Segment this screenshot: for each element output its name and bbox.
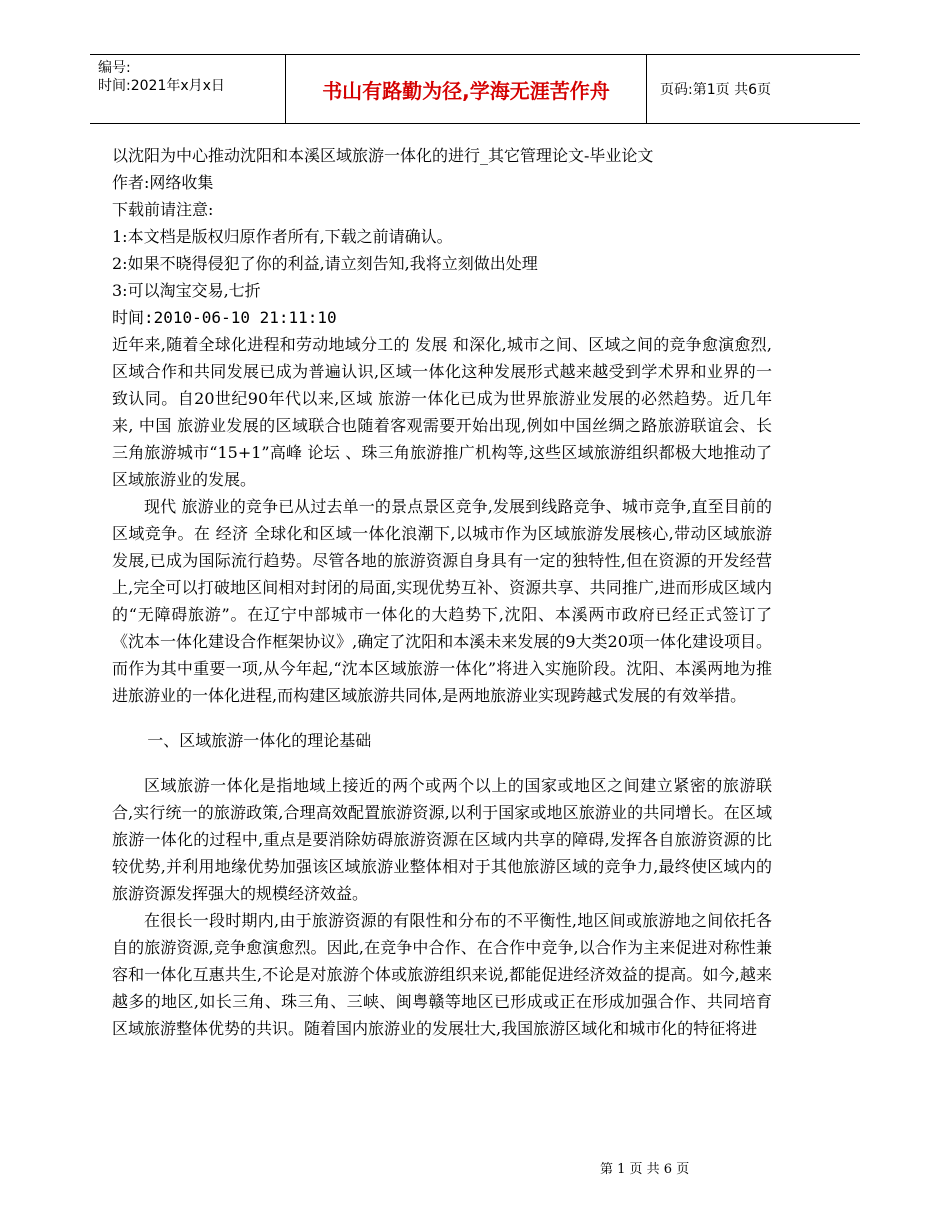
- header-meta: [98, 59, 225, 95]
- notice-title: 下载前请注意:: [112, 200, 214, 219]
- notice-item-1: 1:本文档是版权归原作者所有,下载之前请确认。: [112, 227, 453, 246]
- document-title: 以沈阳为中心推动沈阳和本溪区域旅游一体化的进行_其它管理论文-毕业论文: [112, 146, 654, 165]
- notice-item-3: 3:可以淘宝交易,七折: [112, 281, 261, 300]
- paragraph-3: 区域旅游一体化是指地域上接近的两个或两个以上的国家或地区之间建立紧密的旅游联合,实行统一的旅游政策,合理高效配置旅游资源,以利于国家或地区旅游业的共同增长。在区域旅游一体化的过程中,重点是要消除妨碍旅游资源在区域内共享的障碍,发挥各自旅游资源的比较优势,并利用地缘优势加强该区域旅游业整体相对于其他旅游区域的竞争力,最终使区域内的旅游资源发挥强大的规模经济效益。: [112, 776, 772, 903]
- time-label: 时间:2021年x月x日: [98, 78, 225, 94]
- paragraph-2: 现代 旅游业的竞争已从过去单一的景点景区竞争,发展到线路竞争、城市竞争,直至目前的区域竞争。在 经济 全球化和区域一体化浪潮下,以城市作为区域旅游发展核心,带动区域旅游发展,已成为国际流行趋势。尽管各地的旅游资源自身具有一定的独特性,但在资源的开发经营上,完全可以打破地区间相对封闭的局面,实现优势互补、资源共享、共同推广,进而形成区域内的“无障碍旅游”。在辽宁中部城市一体化的大趋势下,沈阳、本溪两市政府已经正式签订了《沈本一体化建设合作框架协议》,确定了沈阳和本溪未来发展的9大类20项一体化建设项目。而作为其中重要一项,从今年起,“沈本区域旅游一体化”将进入实施阶段。沈阳、本溪两地为推进旅游业的一体化进程,而构建区域旅游共同体,是两地旅游业实现跨越式发展的有效举措。: [112, 497, 772, 705]
- header-motto: 书山有路勤为径,学海无涯苦作舟: [285, 55, 647, 123]
- document-datetime: 时间:2010-06-10 21:11:10: [112, 308, 337, 327]
- paragraph-1: 近年来,随着全球化进程和劳动地域分工的 发展 和深化,城市之间、区域之间的竞争愈演愈烈,区域合作和共同发展已成为普遍认识,区域一体化这种发展形式越来越受到学术界和业界的一致认同。自20世纪90年代以来,区域 旅游一体化已成为世界旅游业发展的必然趋势。近几年来, 中国 旅游业发展的区域联合也随着客观需要开始出现,例如中国丝绸之路旅游联谊会、长三角旅游城市“15+1”高峰 论坛 、珠三角旅游推广机构等,这些区域旅游组织都极大地推动了区域旅游业的发展。: [112, 335, 772, 489]
- notice-item-2: 2:如果不晓得侵犯了你的利益,请立刻告知,我将立刻做出处理: [112, 254, 538, 273]
- page-header: [90, 54, 860, 124]
- page-footer: 第 1 页 共 6 页: [600, 1162, 690, 1177]
- header-page-info: 页码:第1页 共6页: [660, 82, 771, 98]
- number-label: 编号:: [98, 60, 131, 76]
- spacer: [112, 709, 772, 727]
- paragraph-4: 在很长一段时期内,由于旅游资源的有限性和分布的不平衡性,地区间或旅游地之间依托各自的旅游资源,竞争愈演愈烈。因此,在竞争中合作、在合作中竞争,以合作为主来促进对称性兼容和一体化互惠共生,不论是对旅游个体或旅游组织来说,都能促进经济效益的提高。如今,越来越多的地区,如长三角、珠三角、三峡、闽粤赣等地区已形成或正在形成加强合作、共同培育区域旅游整体优势的共识。随着国内旅游业的发展壮大,我国旅游区域化和城市化的特征将进: [112, 911, 772, 1038]
- document-body: [112, 142, 772, 1042]
- document-author: 作者:网络收集: [112, 173, 214, 192]
- section-heading: 一、区域旅游一体化的理论基础: [147, 731, 372, 750]
- spacer: [112, 754, 772, 772]
